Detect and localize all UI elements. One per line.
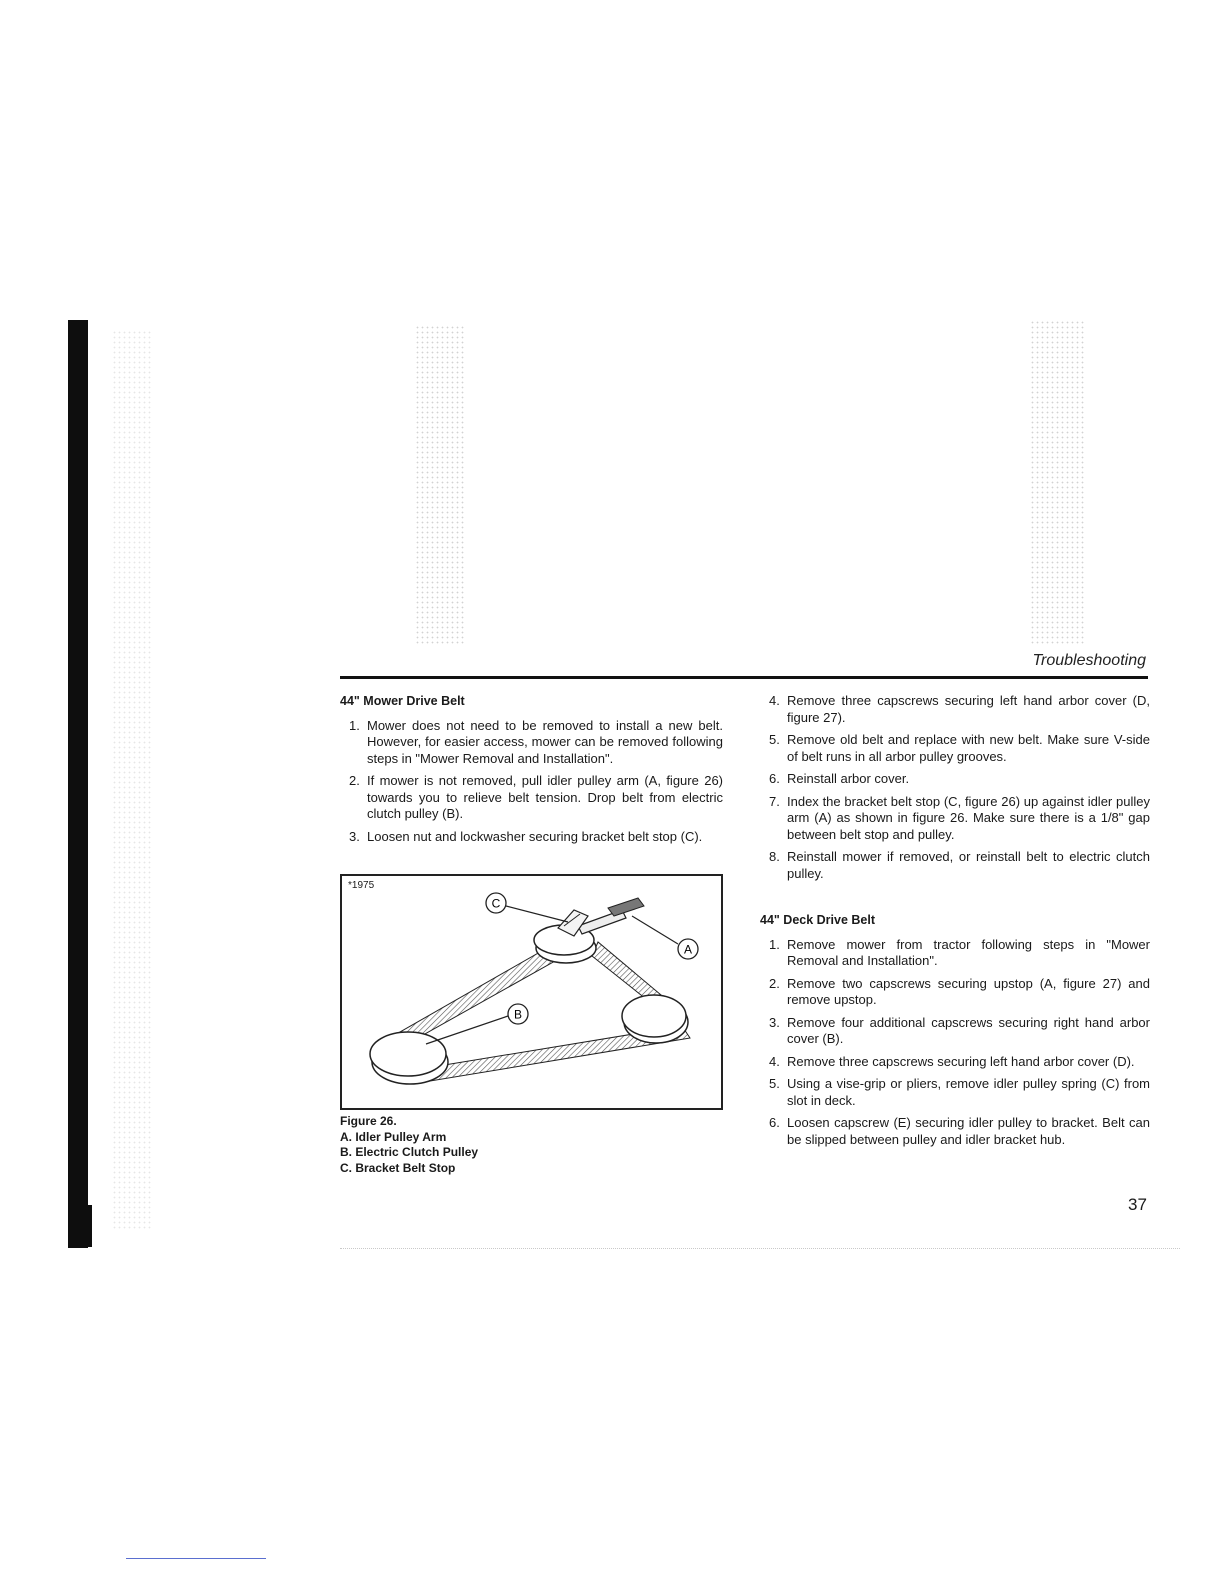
list-item: 5. Using a vise-grip or pliers, remove idler pulley spring (C) from slot in deck. — [769, 1076, 1150, 1108]
list-item: 6. Reinstall arbor cover. — [769, 771, 910, 786]
figure-code: *1975 — [348, 880, 375, 891]
scan-noise — [112, 330, 152, 1230]
right-column — [760, 693, 1150, 1154]
list-item: 6. Loosen capscrew (E) securing idler pulley to bracket. Belt can be slipped between pulley and idler bracket hub. — [769, 1115, 1150, 1147]
scan-noise — [1030, 320, 1085, 645]
list-item: 2. Remove two capscrews securing upstop (A, figure 27) and remove upstop. — [769, 975, 1150, 1007]
list-item: 1. Mower does not need to be removed to install a new belt. However, for easier access, mower can be removed following steps in "Mower Removal and Installation". — [349, 717, 723, 766]
caption-item: C. Bracket Belt Stop — [340, 1160, 456, 1175]
deck-drive-belt-steps — [760, 937, 1150, 1149]
scan-noise — [415, 325, 465, 645]
scan-bottom-line — [340, 1248, 1180, 1249]
figure-caption — [340, 1114, 478, 1176]
scan-binding-notch — [86, 1205, 92, 1247]
arbor-pulley — [622, 995, 686, 1037]
caption-item: B. Electric Clutch Pulley — [340, 1145, 479, 1159]
list-item: 1. Remove mower from tractor following steps in "Mower Removal and Installation". — [769, 936, 1150, 968]
left-column — [340, 693, 723, 851]
caption-item: A. Idler Pulley Arm — [340, 1129, 447, 1144]
list-item: 8. Reinstall mower if removed, or reinstall belt to electric clutch pulley. — [769, 849, 1150, 881]
leader-c — [506, 906, 568, 922]
list-item: 3. Loosen nut and lockwasher securing bracket belt stop (C). — [349, 828, 703, 844]
mower-drive-belt-steps — [340, 718, 723, 846]
deck-drive-belt-heading: 44" Deck Drive Belt — [760, 913, 876, 927]
list-item: 7. Index the bracket belt stop (C, figure 26) up against idler pulley arm (A) as shown in figure 26. Make sure there is a 1/8" gap between belt stop and pulley. — [769, 793, 1150, 842]
mower-drive-belt-steps-continued — [760, 693, 1150, 882]
electric-clutch-pulley — [370, 1032, 446, 1076]
list-item: 3. Remove four additional capscrews securing right hand arbor cover (B). — [769, 1014, 1150, 1046]
figure-26 — [340, 874, 723, 1110]
mower-drive-belt-heading: 44" Mower Drive Belt — [340, 694, 465, 708]
list-item: 4. Remove three capscrews securing left hand arbor cover (D). — [769, 1053, 1135, 1069]
page-number: 37 — [1128, 1195, 1147, 1214]
callout-a-label: A — [683, 942, 693, 957]
list-item: 4. Remove three capscrews securing left hand arbor cover (D, figure 27). — [769, 693, 1150, 725]
callout-b-label: B — [513, 1007, 523, 1022]
scan-binding-edge — [68, 320, 88, 1248]
footer-rule — [126, 1558, 266, 1559]
header-rule — [340, 676, 1148, 679]
section-title: Troubleshooting — [1032, 652, 1146, 669]
list-item: 2. If mower is not removed, pull idler pulley arm (A, figure 26) towards you to relieve belt tension. Drop belt from electric clutch pulley (B). — [349, 773, 723, 821]
list-item: 5. Remove old belt and replace with new belt. Make sure V-side of belt runs in all arbor pulley grooves. — [769, 732, 1150, 764]
callout-c-label: C — [491, 896, 501, 911]
leader-a — [632, 916, 678, 944]
caption-title: Figure 26. — [340, 1114, 397, 1128]
belt-diagram — [342, 876, 725, 1112]
arm-grip — [608, 898, 644, 916]
